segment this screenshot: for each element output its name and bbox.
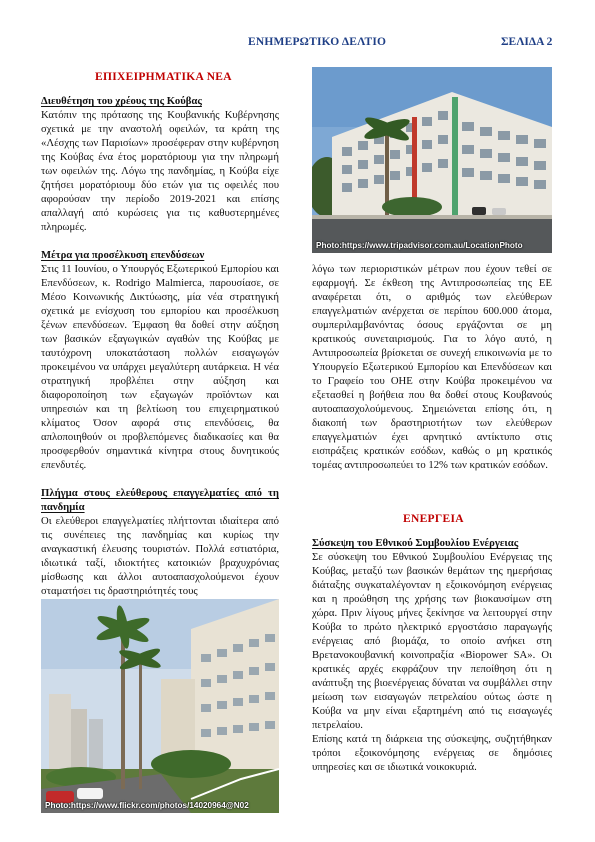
right-column-continued [312,262,552,472]
photo-street-image [41,599,279,813]
article-body-continued: λόγω των περιοριστικών μέτρων που έχουν τεθεί σε εφαρμογή. Σε έκθεση της Αντιπροσωπείας της ΕΕ αναφέρεται ότι, ο αριθμός των ελεύθερων επαγγελματιών ανέρχεται σε περίπου 600.000 άτομα, συμπεριλαμβανόντας όσους εργάζονται σε μη κρατικούς συνεταιρισμούς. Για το λόγο αυτό, η Αντιπροσωπεία βρίσκεται σε συνεχή επικοινωνία με το Υπουργείο Εξωτερικού Εμπορίου και Επενδύσεων και το Γραφείο του ΟΗΕ στην Κούβα προκειμένου να εξετασθεί η βοήθεια που θα δοθεί στους Κουβανούς αυτοαπασχολούμενους. Σημειώνεται επίσης ότι, η διακοπή των δραστηριοτήτων των ελεύθερων επαγγελματιών έχει αρνητικό αντίκτυπο στις εισπράξεις κρατικών εσόδων, καθώς ο μη κρατικός τομέας αντιπροσωπεύει το 12% των κρατικών εσόδων. [312,263,552,471]
photo-caption-tripadvisor: Photo:https://www.tripadvisor.com.au/LocationPhoto [316,241,523,250]
article-body-self-employed: Οι ελεύθεροι επαγγελματίες πλήττονται ιδιαίτερα από τις συνέπειες της πανδημίας και κυρίως την αναγκαστική έλευσης τουριστών. Πολλά εστιατόρια, ιδιωτικά ταξί, ιδιοκτήτες κατοικιών βραχυχρόνιας μίσθωσης και άλλοι αυτοαπασχολούμενοι έχουν σταματήσει τις δραστηριότητές τους [41,515,279,597]
article-body-energy-council: Σε σύσκεψη του Εθνικού Συμβουλίου Ενέργειας της Κούβας, μεταξύ των βασικών θεμάτων της ημερήσιας διάταξης συγκαταλέγονταν η εξοικονόμηση ενέργειας και η προώθηση της χρήσης των βιοκαυσίμων στη χώρα. Πριν λίγους μήνες ξεκίνησε να λειτουργεί στην Κούβα το πρώτο ηλεκτρικό εργοστάσιο παραγωγής ενέργειας από βιομάζα, το οποίο ανήκει στη Βρετανοκουβανική κοινοπραξία «Biopower SA». Οι κρατικές αρχές εκφράζουν την πεποίθηση ότι η ανάπτυξη της βιοενέργειας δύναται να συμβάλλει στην μείωση των εισαγωγών πετρελαίου ούτως ώστε η Κούβα να μην είναι εξαρτημένη από τις εισαγωγές πετρελαίου. [312,551,552,731]
newsletter-title: ΕΝΗΜΕΡΩΤΙΚΟ ΔΕΛΤΙΟ [248,36,387,48]
article-heading-self-employed: Πλήγμα στους ελεύθερους επαγγελματίες από τη πανδημία [41,487,279,513]
photo-street-buildings [41,599,279,813]
article-body-energy-council-2: Επίσης κατά τη διάρκεια της σύσκεψης, συζητήθηκαν τρόποι εξοικονόμησης ενέργειας σε δημόσιες υπηρεσίες και σε ιδιωτικά νοικοκυριά. [312,733,552,773]
article-body-investment: Στις 11 Ιουνίου, ο Υπουργός Εξωτερικού Εμπορίου και Επενδύσεων, κ. Rodrigo Malmierca, παρουσίασε, σε Μέσο Κοινωνικής Δικτύωσης, μία νέα στρατηγική σχετικά με ενίσχυση του εμπορίου και προσέλκυση ξένων επενδύσεων. Έμφαση θα δοθεί στην αύξηση των βασικών εξαγωγικών αγαθών της Κούβας με ταυτόχρονη υποκατάσταση πολλών εισαγωγών προκειμένου να υπάρχει μεγαλύτερη αυτάρκεια. Η νέα στρατηγική προβλέπει στην αύξηση και διαφοροποίηση των εξαγωγών προϊόντων και υπηρεσιών και τη βελτίωση του επιχειρηματικού κλίματος Όσον αφορά στις επενδύσεις, θα απλοποιηθούν οι προβλεπόμενες διαδικασίες και θα προσφερθούν σημαντικά κίνητρα στους δυνητικούς επενδυτές. [41,263,279,471]
right-column-energy [312,536,552,774]
article-heading-debt: Διευθέτηση του χρέους της Κούβας [41,95,202,107]
photo-caption-flickr: Photo:https://www.flickr.com/photos/14020964@N02 [45,801,249,810]
article-heading-energy-council: Σύσκεψη του Εθνικού Συμβουλίου Ενέργειας [312,537,519,549]
page-number: ΣΕΛΙΔΑ 2 [501,36,553,48]
section-title-energy: ΕΝΕΡΓΕΙΑ [403,513,464,525]
article-body-debt: Κατόπιν της πρότασης της Κουβανικής Κυβέρνησης σχετικά με την αναστολή οφειλών, τα κράτη της «Λέσχης των Παρισίων» προσέφεραν στην κυβέρνηση της Κούβας ένα έτος μορατόριουμ για την πληρωμή των οφειλών της. Λόγω της πανδημίας, η Κούβα είχε ζητήσει μορατόριουμ δύο ετών για τις οφειλές που αφορούσαν την περίοδο 2019-2021 και επίσης απαλλαγή από κυρώσεις για τις καθυστερημένες πληρωμές. [41,109,279,233]
photo-building-image [312,67,552,253]
left-column-text [41,94,279,598]
section-title-business-news: ΕΠΙΧΕΙΡΗΜΑΤΙΚΑ ΝΕΑ [95,71,232,83]
photo-modern-building [312,67,552,253]
article-heading-investment: Μέτρα για προσέλκυση επενδύσεων [41,249,205,261]
